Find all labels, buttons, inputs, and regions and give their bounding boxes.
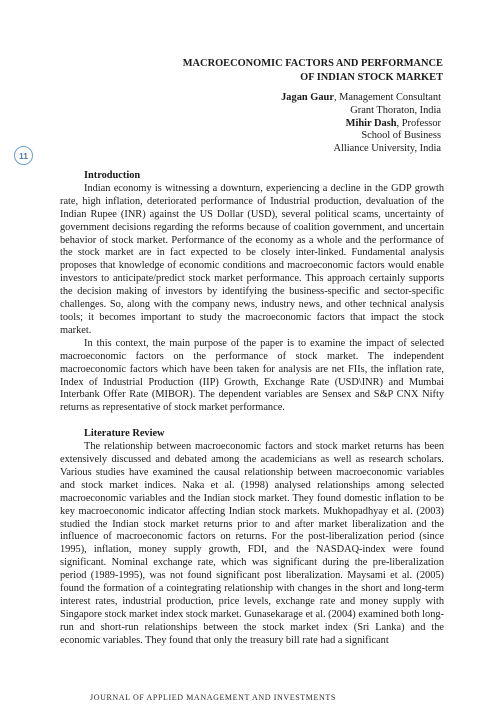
author-1-line: [141, 92, 441, 105]
author-2-line: [141, 118, 441, 131]
author-2-role: , Professor: [396, 117, 441, 129]
intro-paragraph-1: Indian economy is witnessing a downturn, experiencing a decline in the GDP growth rate, high inflation, deteriorated performance of Industrial production, devaluation of the Indian Rupee (INR) against the US Dollar (USD), several political scams, uncertainty of government decisions regarding the reforms because of coalition government, and uncertain behavior of stock market. Performance of the economy as a whole and the performance of the stock market are in fact expected to be closely inter-linked. Fundamental analysis proposes that knowledge of economic conditions and macroeconomic factors would enable investors to anticipate/predict stock market performance. This approach certainly supports the decision making of investors by identifying the business-specific and sector-specific challenges. So, along with the company news, industry news, and other technical analysis tools; it becomes important to study the macroeconomic factors that impact the stock market.: [60, 182, 444, 336]
author-2-org: Alliance University, India: [333, 143, 441, 155]
author-2-dept: School of Business: [361, 130, 441, 142]
introduction-heading: Introduction: [84, 170, 141, 181]
author-block: [141, 92, 441, 156]
page-number-badge: 11: [14, 146, 33, 165]
title-line-1: MACROECONOMIC FACTORS AND PERFORMANCE: [182, 58, 443, 69]
journal-footer: JOURNAL OF APPLIED MANAGEMENT AND INVESTMENTS: [90, 693, 336, 702]
literature-review-heading: Literature Review: [84, 428, 165, 440]
author-1-name: Jagan Gaur: [281, 92, 334, 103]
section-gap: [60, 415, 444, 428]
author-1-org: Grant Thoraton, India: [350, 104, 441, 116]
author-2-name: Mihir Dash: [345, 117, 397, 129]
author-1-role: , Management Consultant: [333, 92, 441, 103]
title-line-2: OF INDIAN STOCK MARKET: [300, 72, 443, 83]
intro-paragraph-2: In this context, the main purpose of the paper is to examine the impact of selected macroeconomic factors on the performance of stock market. The independent macroeconomic factors which have been taken for analysis are net FIIs, the inflation rate, Index of Industrial Production (IIP) Growth, Exchange Rate (USD\INR) and Mumbai Interbank Offer Rate (MIBOR). The dependent variables are Sensex and S&P CNX Nifty returns as representative of stock market performance.: [60, 337, 444, 414]
article-body: [60, 170, 444, 648]
article-title: [83, 57, 443, 85]
literature-paragraph-1: The relationship between macroeconomic factors and stock market returns has been extensively discussed and debated among the academicians as well as research scholars. Various studies have examined the causal relationship between macroeconomic variables and stock market indices. Naka et al. (1998) analysed relationships among selected macroeconomic variables and the Indian stock market. They found domestic inflation to be key macroeconomic indicator affecting Indian stock markets. Mukhopadhyay et al. (2003) studied the Indian stock market returns prior to and after market liberalization and the influence of macroeconomic factors on returns. For the post-liberalization period (since 1995), inflation, money supply growth, FDI, and the NASDAQ-index were found significant. Nominal exchange rate, which was significant during the pre-liberalization period (1989-1995), was not found significant post liberalization. Maysami et al. (2005) found the formation of a cointegrating relationship with changes in the short and long-term interest rates, industrial production, price levels, exchange rate and money supply with Singapore stock market index stock market. Gunasekarage et al. (2004) examined both long-run and short-run relationships between the stock market index (Sri Lanka) and the economic variables. They found that only the treasury bill rate had a significant: [60, 441, 444, 646]
